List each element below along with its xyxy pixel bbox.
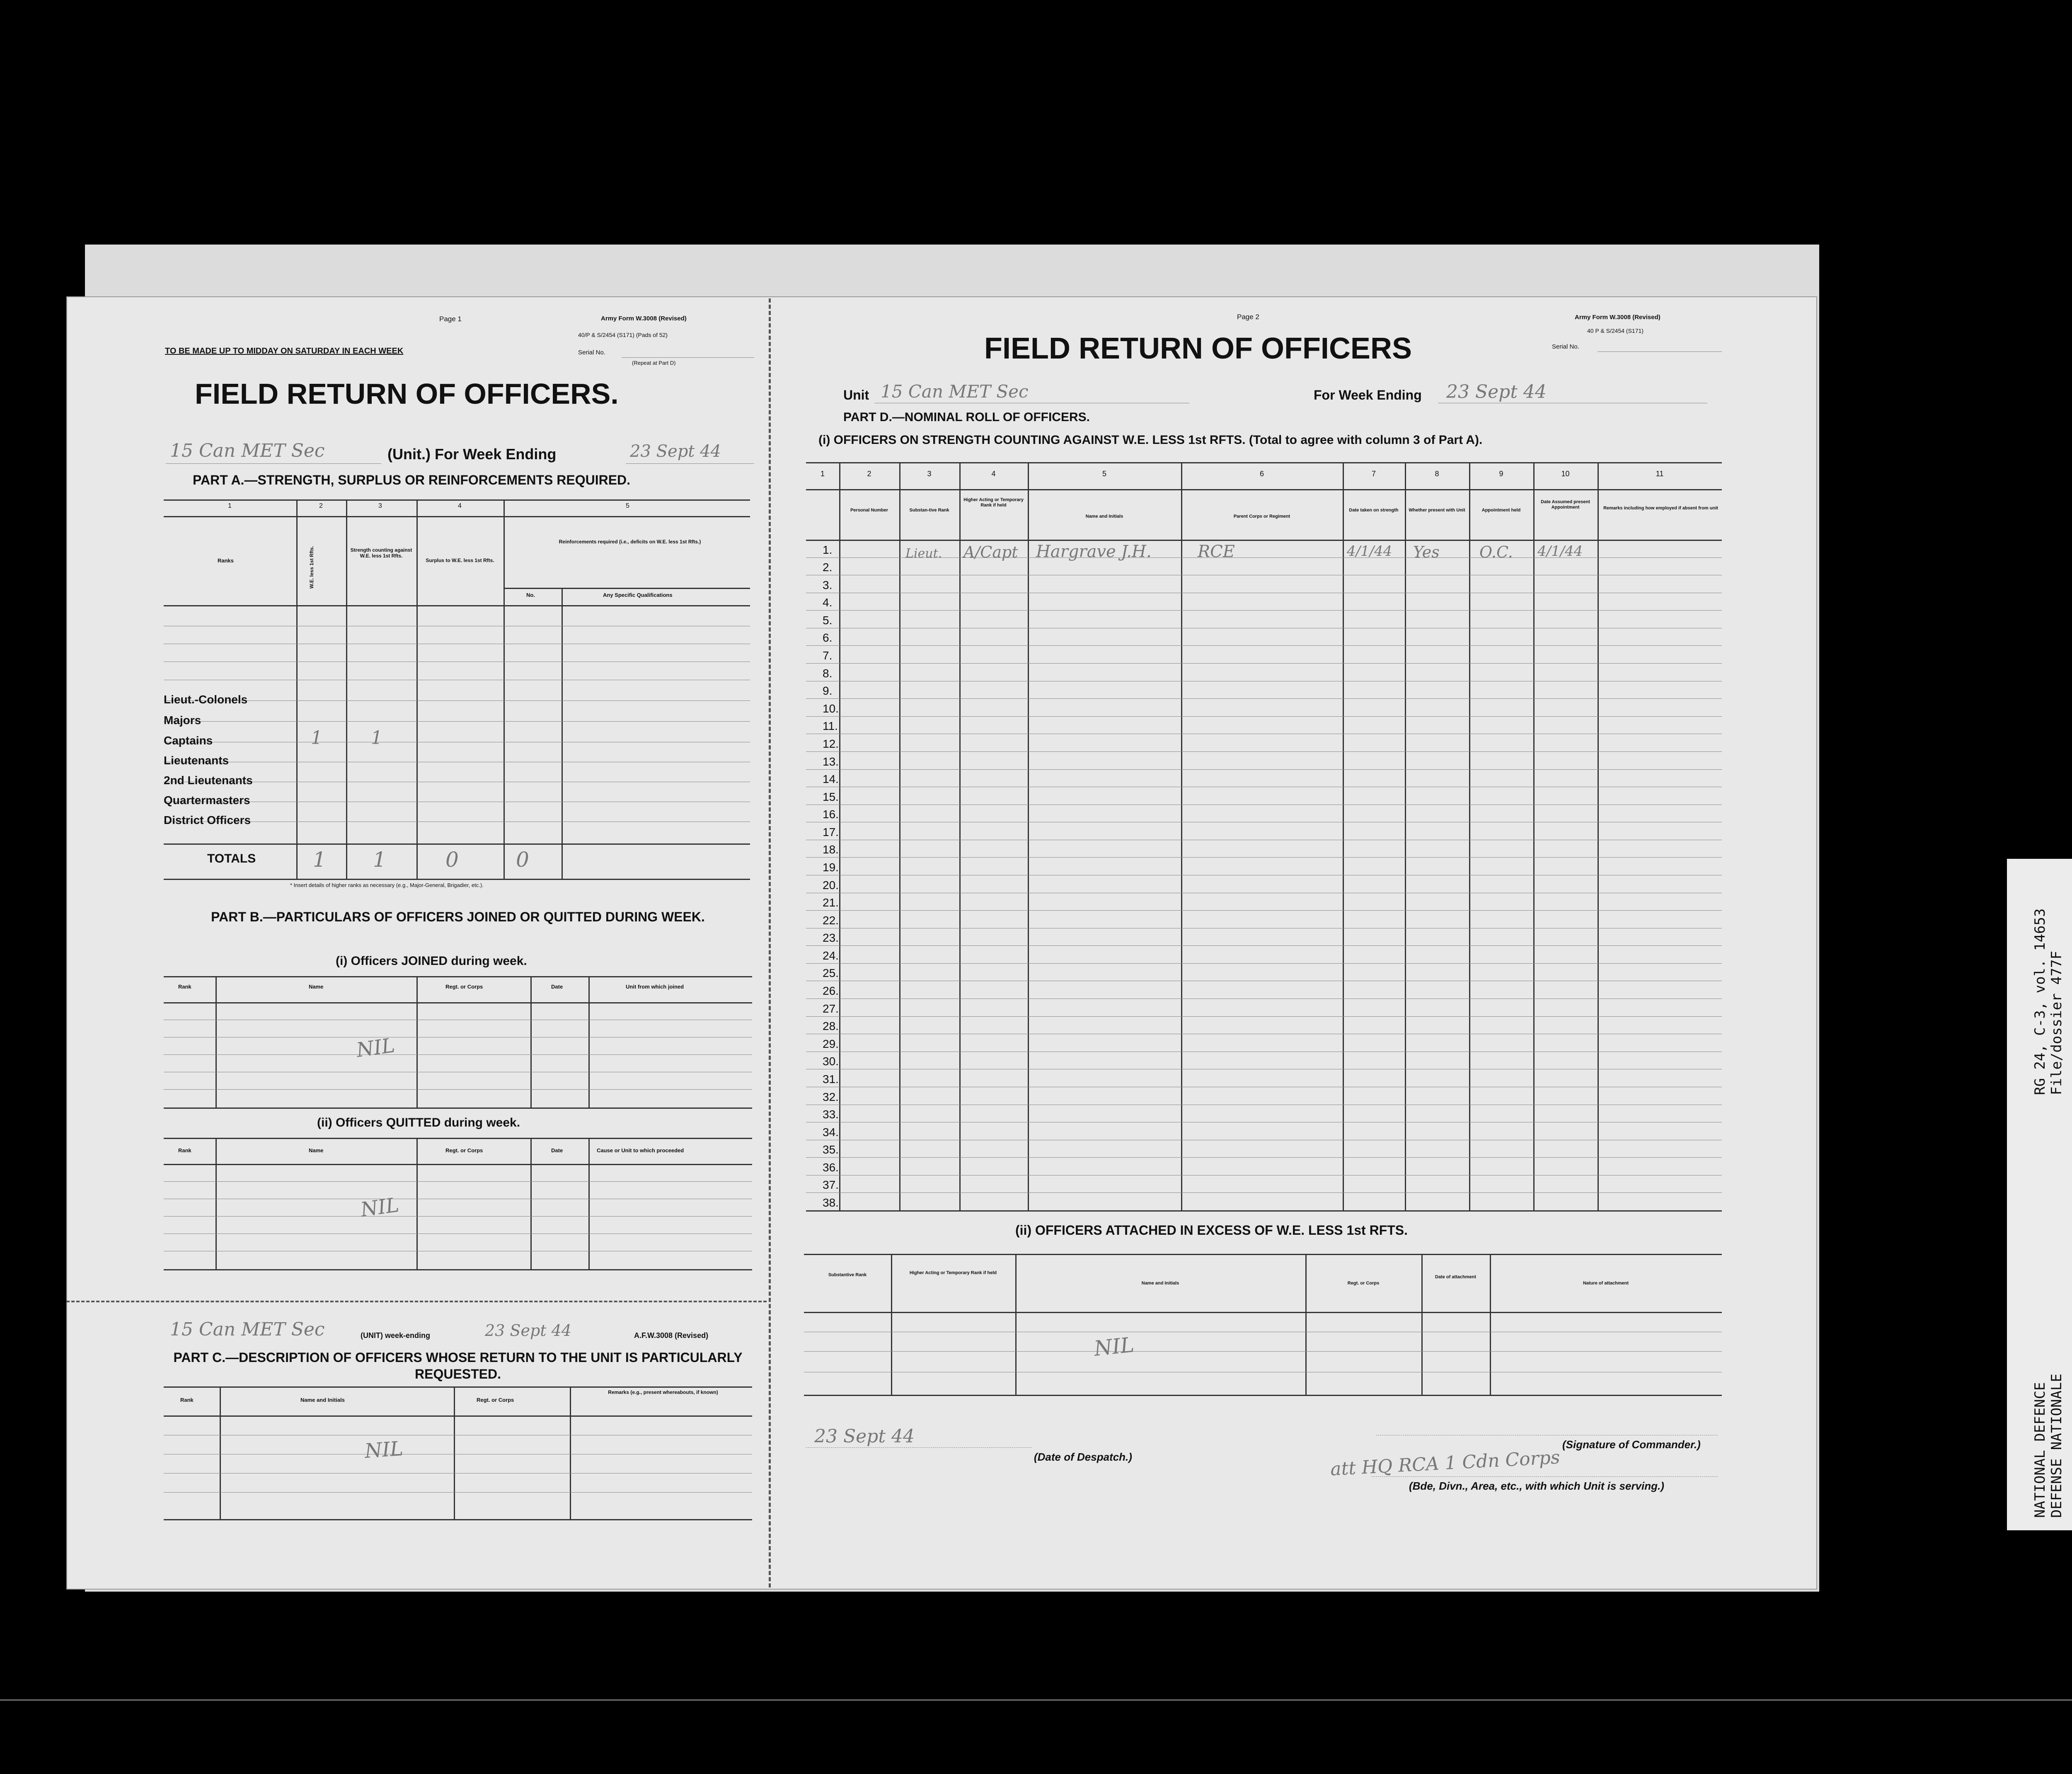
form-code-2: 40 P & S/2454 (S171) <box>1587 327 1644 334</box>
repeat-note: (Repeat at Part D) <box>632 360 676 366</box>
roll-row-line <box>806 557 1722 558</box>
roll-row-number: 9. <box>823 684 833 698</box>
part-c-nil: NIL <box>364 1437 404 1463</box>
roll-row-number: 2. <box>823 561 833 574</box>
col-substantive-rank: Substan-tive Rank <box>909 508 949 513</box>
roll-row-number: 13. <box>823 755 839 768</box>
row1-date-appointment: 4/1/44 <box>1537 543 1583 560</box>
roll-row-line <box>806 1016 1722 1017</box>
week-handwritten: 23 Sept 44 <box>630 442 721 461</box>
form-number: Army Form W.3008 (Revised) <box>601 315 687 322</box>
row1-corps: RCE <box>1198 542 1235 561</box>
reference-line-1: RG 24, C-3, vol. 14653 <box>2032 908 2048 1095</box>
col-reinforcements: Reinforcements required (i.e., deficits on W.E. less 1st Rfts.) <box>559 539 701 545</box>
roll-row-line <box>806 645 1722 646</box>
captains-strength-value: 1 <box>371 727 382 749</box>
serving-label: (Bde, Divn., Area, etc., with which Unit is serving.) <box>1409 1480 1664 1492</box>
serial-label: Serial No. <box>578 349 605 356</box>
defence-fr: DEFENSE NATIONALE <box>2048 1374 2065 1518</box>
roll-row-number: 25. <box>823 967 839 980</box>
roll-row-number: 1. <box>823 543 833 556</box>
part-d-title: PART D.—NOMINAL ROLL OF OFFICERS. <box>843 410 1090 424</box>
part-d-subtitle: (i) OFFICERS ON STRENGTH COUNTING AGAINST W.E. LESS 1st RFTS. (Total to agree with column 3 of Part A). <box>818 433 1483 447</box>
total-we: 1 <box>313 848 326 872</box>
col-we: W.E. less 1st Rfts. <box>309 546 315 589</box>
form-code: 40/P & S/2454 (S171) (Pads of 52) <box>578 332 668 338</box>
roll-row-number: 35. <box>823 1143 839 1156</box>
col-quals: Any Specific Qualifications <box>603 592 673 598</box>
totals-label: TOTALS <box>207 852 256 865</box>
roll-row-number: 26. <box>823 984 839 998</box>
part-a-title: PART A.—STRENGTH, SURPLUS OR REINFORCEMENTS REQUIRED. <box>193 473 631 487</box>
week-handwritten-2: 23 Sept 44 <box>1446 381 1547 402</box>
reference-line-2: File/dossier 477F <box>2048 951 2065 1095</box>
film-edge <box>0 1699 2072 1701</box>
roll-row-line <box>806 663 1722 664</box>
joined-nil: NIL <box>355 1033 397 1062</box>
roll-row-number: 31. <box>823 1072 839 1086</box>
instruction: TO BE MADE UP TO MIDDAY ON SATURDAY IN EACH WEEK <box>165 347 404 356</box>
tear-form: A.F.W.3008 (Revised) <box>634 1331 709 1340</box>
col-date-tos: Date taken on strength <box>1349 508 1399 513</box>
form-number-2: Army Form W.3008 (Revised) <box>1575 314 1661 321</box>
col-personal-number: Personal Number <box>850 508 888 513</box>
col-no: No. <box>526 592 535 598</box>
row1-higher-rank: A/Capt <box>963 543 1018 561</box>
defence-en: NATIONAL DEFENCE <box>2032 1382 2048 1518</box>
total-strength: 1 <box>373 848 386 872</box>
col-date-appointment: Date Assumed present Appointment <box>1541 499 1590 510</box>
roll-row-number: 14. <box>823 773 839 786</box>
rank-2nd-lieutenants: 2nd Lieutenants <box>164 774 253 787</box>
roll-row-number: 24. <box>823 949 839 962</box>
signature-label: (Signature of Commander.) <box>1562 1438 1701 1451</box>
roll-row-line <box>806 998 1722 999</box>
roll-row-number: 32. <box>823 1090 839 1103</box>
serving-handwritten: att HQ RCA 1 Cdn Corps <box>1330 1447 1561 1480</box>
page-number: Page 1 <box>439 315 462 323</box>
perforation-line <box>769 298 771 1587</box>
part-b-title: PART B.—PARTICULARS OF OFFICERS JOINED OR QUITTED DURING WEEK. <box>211 909 705 924</box>
roll-row-number: 5. <box>823 613 833 627</box>
roll-row-line <box>806 610 1722 611</box>
roll-row-number: 36. <box>823 1161 839 1174</box>
attached-nil: NIL <box>1093 1333 1135 1361</box>
page-title: FIELD RETURN OF OFFICERS. <box>195 378 619 410</box>
tear-unit-handwritten: 15 Can MET Sec <box>170 1319 325 1340</box>
captains-we-value: 1 <box>311 727 322 749</box>
col-appointment: Appointment held <box>1481 508 1521 513</box>
col-ranks: Ranks <box>218 557 234 564</box>
roll-row-number: 10. <box>823 702 839 715</box>
row1-present: Yes <box>1413 543 1440 561</box>
roll-row-number: 38. <box>823 1196 839 1209</box>
roll-row-number: 4. <box>823 596 833 609</box>
page-title-2: FIELD RETURN OF OFFICERS <box>984 332 1412 365</box>
rank-majors: Majors <box>164 714 201 727</box>
roll-row-number: 17. <box>823 825 839 839</box>
row1-date-tos: 4/1/44 <box>1347 543 1392 560</box>
attached-title: (ii) OFFICERS ATTACHED IN EXCESS OF W.E. LESS 1st RFTS. <box>1015 1223 1408 1238</box>
roll-row-line <box>806 1157 1722 1158</box>
part-c-title: PART C.—DESCRIPTION OF OFFICERS WHOSE RETURN TO THE UNIT IS PARTICULARLY REQUESTED. <box>173 1350 743 1381</box>
col-strength: Strength counting against W.E. less 1st Rfts. <box>350 547 412 559</box>
roll-row-number: 19. <box>823 861 839 874</box>
despatch-label: (Date of Despatch.) <box>1034 1451 1132 1463</box>
roll-row-number: 30. <box>823 1055 839 1068</box>
col-present: Whether present with Unit <box>1409 508 1465 513</box>
rank-lieutenants: Lieutenants <box>164 754 229 767</box>
roll-row-number: 7. <box>823 649 833 662</box>
rank-lieut-colonels: Lieut.-Colonels <box>164 693 248 706</box>
total-reinforcements: 0 <box>516 848 529 872</box>
roll-row-line <box>806 945 1722 946</box>
roll-row-number: 37. <box>823 1178 839 1192</box>
serial-label-2: Serial No. <box>1552 343 1579 350</box>
roll-row-line <box>806 910 1722 911</box>
rank-quartermasters: Quartermasters <box>164 794 250 807</box>
roll-row-number: 16. <box>823 808 839 821</box>
tear-line <box>66 1301 767 1302</box>
rank-captains: Captains <box>164 734 213 747</box>
roll-row-number: 20. <box>823 878 839 892</box>
roll-row-number: 23. <box>823 931 839 945</box>
col-remarks: Remarks including how employed if absent from unit <box>1603 506 1718 511</box>
row1-name: Hargrave J.H. <box>1036 542 1152 561</box>
col-higher-rank: Higher Acting or Temporary Rank if held <box>963 497 1024 508</box>
total-surplus: 0 <box>445 848 459 872</box>
row1-substantive-rank: Lieut. <box>905 546 942 561</box>
roll-row-number: 21. <box>823 896 839 909</box>
roll-row-line <box>806 751 1722 752</box>
quitted-title: (ii) Officers QUITTED during week. <box>317 1116 520 1129</box>
unit-handwritten-2: 15 Can MET Sec <box>881 381 1029 402</box>
roll-row-number: 18. <box>823 843 839 856</box>
roll-row-number: 22. <box>823 914 839 927</box>
roll-row-number: 12. <box>823 737 839 750</box>
roll-row-number: 15. <box>823 790 839 803</box>
page-number-2: Page 2 <box>1237 313 1259 321</box>
row1-appointment: O.C. <box>1479 543 1513 561</box>
unit-label: (Unit.) For Week Ending <box>387 446 557 463</box>
roll-row-line <box>806 857 1722 858</box>
roll-row-number: 8. <box>823 666 833 680</box>
roll-row-number: 33. <box>823 1108 839 1121</box>
roll-row-number: 29. <box>823 1037 839 1050</box>
rank-district-officers: District Officers <box>164 814 251 826</box>
roll-row-line <box>806 963 1722 964</box>
roll-row-number: 3. <box>823 578 833 591</box>
quitted-nil: NIL <box>359 1193 401 1222</box>
col-parent-corps: Parent Corps or Regiment <box>1233 514 1290 519</box>
roll-row-number: 6. <box>823 631 833 645</box>
roll-row-line <box>806 716 1722 717</box>
roll-row-line <box>806 769 1722 770</box>
unit-label-2: Unit <box>843 388 869 402</box>
despatch-handwritten: 23 Sept 44 <box>814 1426 915 1447</box>
roll-row-number: 28. <box>823 1020 839 1033</box>
archive-reference-card <box>2007 859 2072 1530</box>
unit-handwritten: 15 Can MET Sec <box>170 440 325 461</box>
roll-row-number: 11. <box>823 720 838 733</box>
roll-row-line <box>806 698 1722 699</box>
roll-row-number: 27. <box>823 1002 839 1015</box>
footnote: * Insert details of higher ranks as necessary (e.g., Major-General, Brigadier, etc.). <box>290 882 484 888</box>
col-surplus: Surplus to W.E. less 1st Rfts. <box>426 557 494 563</box>
week-label-2: For Week Ending <box>1314 388 1422 402</box>
roll-row-number: 34. <box>823 1125 839 1139</box>
roll-row-line <box>806 1192 1722 1193</box>
tear-unit-label: (UNIT) week-ending <box>361 1331 431 1340</box>
joined-title: (i) Officers JOINED during week. <box>336 954 527 968</box>
col-name-initials: Name and Initials <box>1085 514 1123 519</box>
tear-week-handwritten: 23 Sept 44 <box>485 1321 571 1340</box>
